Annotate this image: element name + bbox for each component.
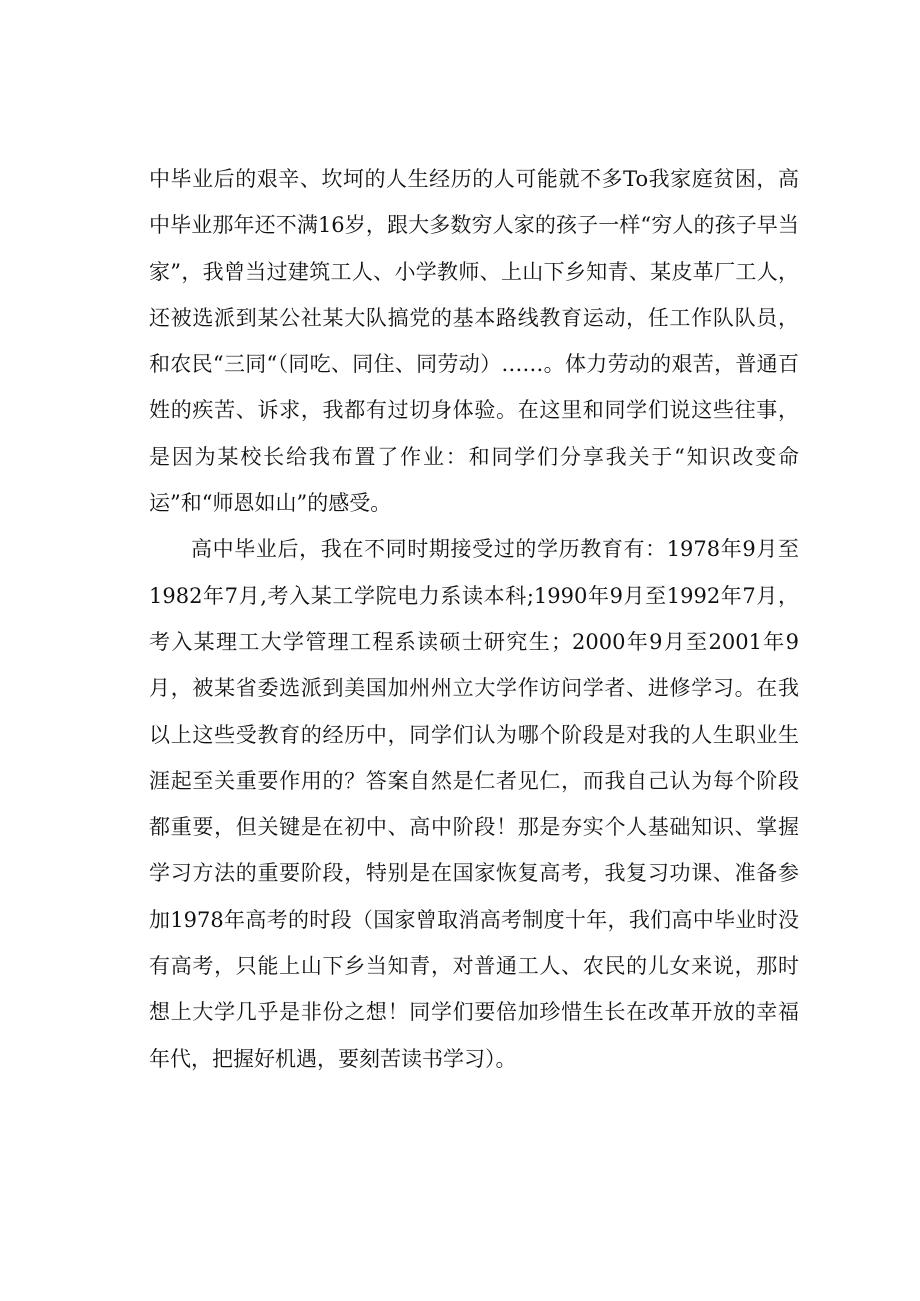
paragraph-education: 高中毕业后，我在不同时期接受过的学历教育有：1978年9月至1982年7月,考入某工学院电力系读本科;1990年9月至1992年7月，考入某理工大学管理工程系读硕士研究生；2000年9月至2001年9月，被某省委选派到美国加州州立大学作访问学者、进修学习。在我以上这些受教育的经历中，同学们认为哪个阶段是对我的人生职业生涯起至关重要作用的？答案自然是仁者见仁，而我自己认为每个阶段都重要，但关键是在初中、高中阶段！那是夯实个人基础知识、掌握学习方法的重要阶段，特别是在国家恢复高考，我复习功课、准备参加1978年高考的时段（国家曾取消高考制度十年，我们高中毕业时没有高考，只能上山下乡当知青，对普通工人、农民的儿女来说，那时想上大学几乎是非份之想！同学们要倍加珍惜生长在改革开放的幸福年代，把握好机遇，要刻苦读书学习）。 xyxy=(149,537,799,1071)
paragraph-continued: 中毕业后的艰辛、坎坷的人生经历的人可能就不多To我家庭贫困，高中毕业那年还不满16岁，跟大多数穷人家的孩子一样“穷人的孩子早当家”，我曾当过建筑工人、小学教师、上山下乡知青、某皮革厂工人，还被选派到某公社某大队搞党的基本路线教育运动，任工作队队员，和农民“三同“（同吃、同住、同劳动）……。体力劳动的艰苦，普通百姓的疾苦、诉求，我都有过切身体验。在这里和同学们说这些往事，是因为某校长给我布置了作业：和同学们分享我关于“知识改变命运”和“师恩如山”的感受。 xyxy=(149,167,799,516)
document-body xyxy=(149,156,799,1082)
